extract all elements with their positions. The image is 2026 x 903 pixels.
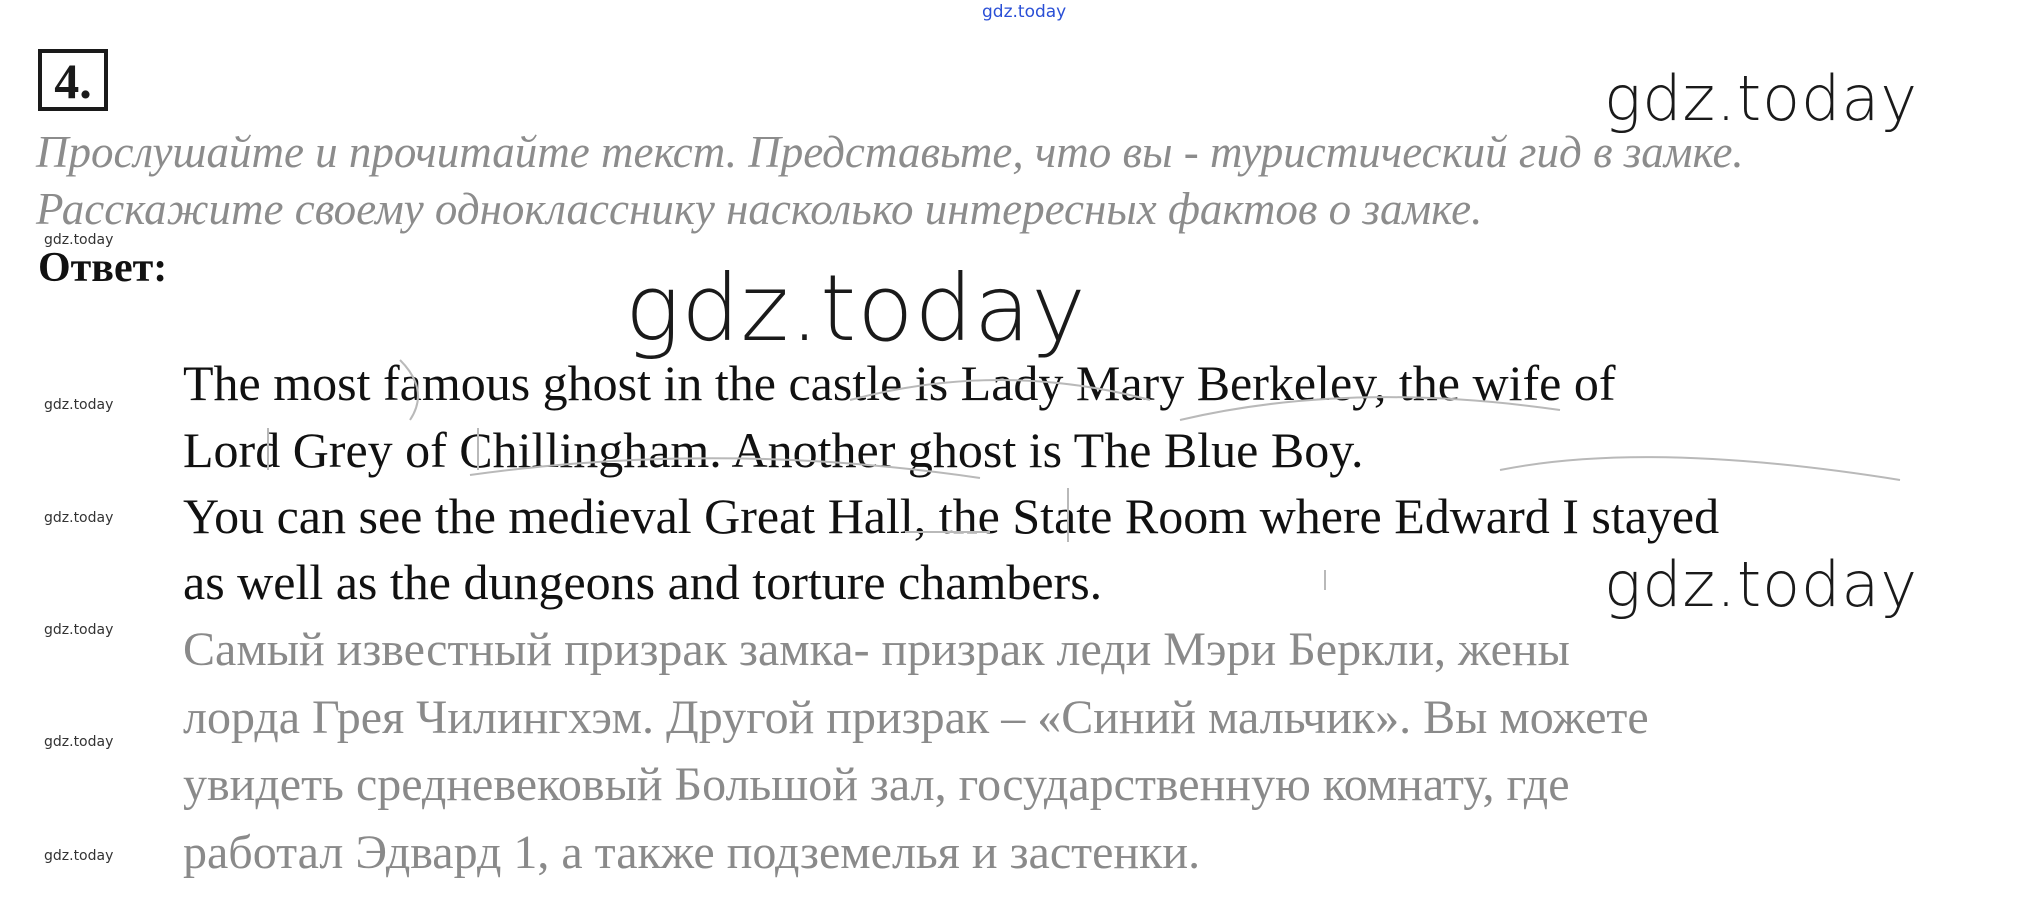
answer-english-line-1: The most famous ghost in the castle is Lady Mary Berkeley, the wife of <box>183 355 1616 411</box>
watermark-side: gdz.today <box>44 232 114 248</box>
answer-english-line-3: You can see the medieval Great Hall, the State Room where Edward I stayed <box>183 488 1720 544</box>
watermark-side: gdz.today <box>44 734 114 750</box>
answer-russian-line-4: работал Эдвард 1, а также подземелья и застенки. <box>183 826 1201 879</box>
answer-english-line-2: Lord Grey of Chillingham. Another ghost is The Blue Boy. <box>183 422 1364 478</box>
watermark-side: gdz.today <box>44 510 114 526</box>
watermark-side: gdz.today <box>44 622 114 638</box>
task-instruction-line-1: Прослушайте и прочитайте текст. Представьте, что вы - туристический гид в замке. <box>36 127 1744 177</box>
answer-russian-line-2: лорда Грея Чилингхэм. Другой призрак – «Синий мальчик». Вы можете <box>183 691 1649 744</box>
watermark-large-right-top: gdz.today <box>1604 62 1919 135</box>
watermark-side: gdz.today <box>44 848 114 864</box>
watermark-top: gdz.today <box>982 2 1067 22</box>
task-number-box: 4. <box>38 49 108 111</box>
watermark-large-center: gdz.today <box>625 255 1087 362</box>
answer-english-line-4: as well as the dungeons and torture chambers. <box>183 554 1103 610</box>
answer-label: Ответ: <box>38 245 168 291</box>
answer-russian-line-3: увидеть средневековый Большой зал, государственную комнату, где <box>183 758 1570 811</box>
task-instruction-line-2: Расскажите своему однокласснику насколько интересных фактов о замке. <box>36 184 1483 234</box>
answer-russian-line-1: Самый известный призрак замка- призрак леди Мэри Беркли, жены <box>183 623 1570 676</box>
watermark-side: gdz.today <box>44 397 114 413</box>
watermark-large-right-middle: gdz.today <box>1604 548 1919 621</box>
